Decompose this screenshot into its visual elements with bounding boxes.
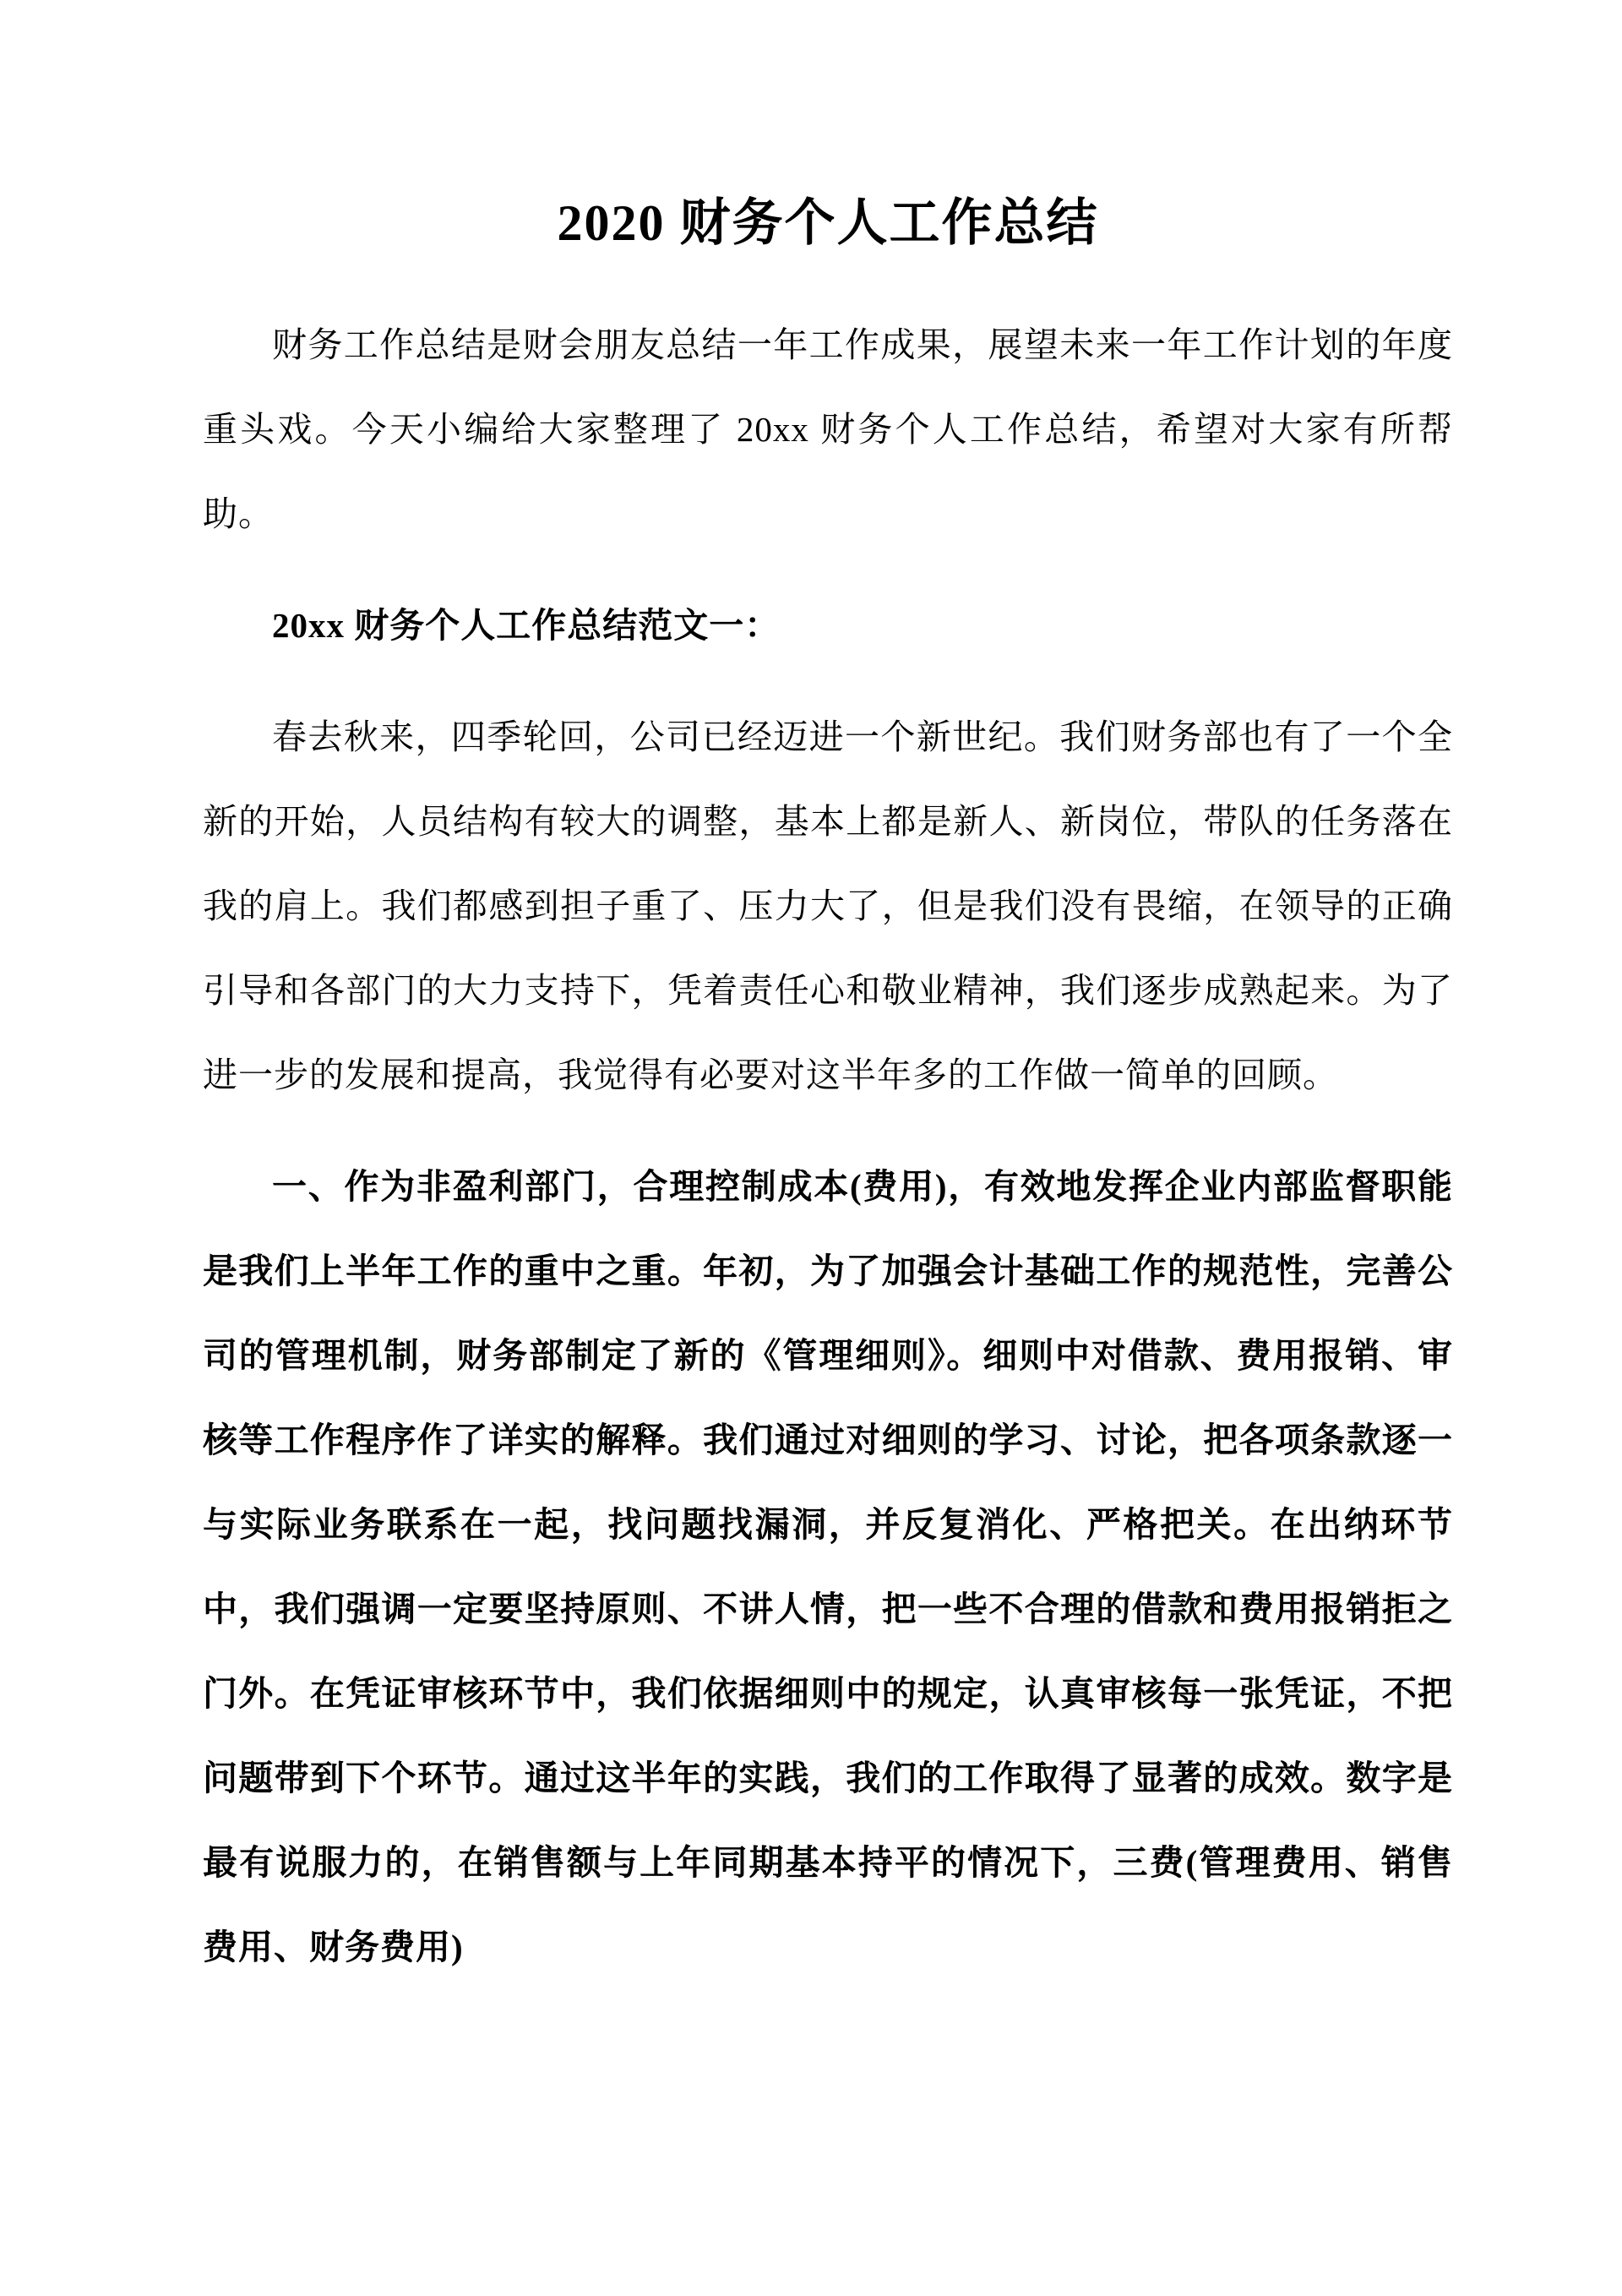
paragraph-bold-section: 一、作为非盈利部门，合理控制成本(费用)，有效地发挥企业内部监督职能是我们上半年工作的重中之重。年初，为了加强会计基础工作的规范性，完善公司的管理机制，财务部制定了新的《管理细则》。细则中对借款、费用报销、审核等工作程序作了详实的解释。我们通过对细则的学习、讨论，把各项条款逐一与实际业务联系在一起，找问题找漏洞，并反复消化、严格把关。在出纳环节中，我们强调一定要坚持原则、不讲人情，把一些不合理的借款和费用报销拒之门外。在凭证审核环节中，我们依据细则中的规定，认真审核每一张凭证，不把问题带到下个环节。通过这半年的实践，我们的工作取得了显著的成效。数字是最有说服力的，在销售额与上年同期基本持平的情况下，三费(管理费用、销售费用、财务费用) [203, 1167, 1453, 1966]
document-title: 2020 财务个人工作总结 [557, 195, 1099, 251]
paragraph-body: 春去秋来，四季轮回，公司已经迈进一个新世纪。我们财务部也有了一个全新的开始，人员结构有较大的调整，基本上都是新人、新岗位，带队的任务落在我的肩上。我们都感到担子重了、压力大了，但是我们没有畏缩，在领导的正确引导和各部门的大力支持下，凭着责任心和敬业精神，我们逐步成熟起来。为了进一步的发展和提高，我觉得有必要对这半年多的工作做一简单的回顾。 [203, 717, 1453, 1094]
section-heading: 20xx 财务个人工作总结范文一： [272, 606, 781, 645]
paragraph-intro: 财务工作总结是财会朋友总结一年工作成果，展望未来一年工作计划的年度重头戏。今天小编给大家整理了 20xx 财务个人工作总结，希望对大家有所帮助。 [203, 325, 1453, 533]
